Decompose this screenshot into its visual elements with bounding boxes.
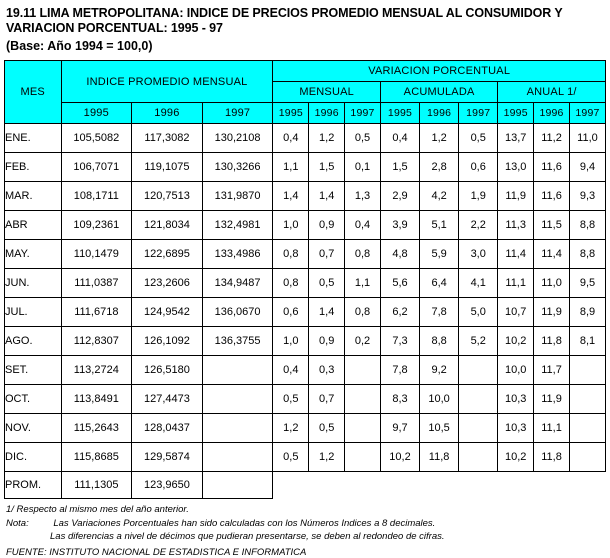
row-label: ENE. — [5, 124, 62, 153]
table-row — [5, 124, 606, 153]
cell-mensual-1997: 0,5 — [345, 124, 381, 153]
header-row-3 — [5, 103, 606, 124]
cell-ipm-1996: 117,3082 — [132, 124, 203, 153]
cell-anual-1996: 11,4 — [534, 240, 570, 269]
cell-anual-1995: 10,2 — [498, 327, 534, 356]
prom-blank-4 — [380, 472, 419, 499]
prom-blank-5 — [420, 472, 459, 499]
cell-acumulada-1996: 5,9 — [420, 240, 459, 269]
cell-ipm-1995: 109,2361 — [61, 211, 132, 240]
cell-anual-1996: 11,1 — [534, 414, 570, 443]
cell-anual-1995: 11,4 — [498, 240, 534, 269]
cell-anual-1995: 13,0 — [498, 153, 534, 182]
cell-acumulada-1997: 5,2 — [459, 327, 498, 356]
cell-mensual-1997: 0,2 — [345, 327, 381, 356]
cell-ipm-1995: 111,0387 — [61, 269, 132, 298]
page-subtitle: (Base: Año 1994 = 100,0) — [6, 39, 153, 53]
cell-mensual-1996: 0,9 — [309, 327, 345, 356]
nota-label: Nota: — [6, 517, 29, 529]
table-row — [5, 153, 606, 182]
cell-mensual-1996: 0,5 — [309, 269, 345, 298]
cell-anual-1995: 11,1 — [498, 269, 534, 298]
cell-acumulada-1995: 8,3 — [380, 385, 419, 414]
cell-anual-1996: 11,9 — [534, 385, 570, 414]
cell-mensual-1997 — [345, 443, 381, 472]
cell-mensual-1995: 1,1 — [273, 153, 309, 182]
cell-ipm-1995: 113,2724 — [61, 356, 132, 385]
cell-ipm-1996: 124,9542 — [132, 298, 203, 327]
header-year-anual-1996: 1996 — [534, 103, 570, 124]
cell-anual-1997: 8,8 — [569, 240, 605, 269]
cell-acumulada-1995: 0,4 — [380, 124, 419, 153]
row-label: SET. — [5, 356, 62, 385]
cell-acumulada-1995: 7,3 — [380, 327, 419, 356]
cell-acumulada-1997: 4,1 — [459, 269, 498, 298]
prom-ipm-1997 — [202, 472, 273, 499]
header-year-ipm-1995: 1995 — [61, 103, 132, 124]
cell-anual-1997: 8,8 — [569, 211, 605, 240]
table-row — [5, 269, 606, 298]
prom-blank-3 — [345, 472, 381, 499]
cell-mensual-1995: 0,5 — [273, 385, 309, 414]
cell-mensual-1995: 0,4 — [273, 356, 309, 385]
row-label: NOV. — [5, 414, 62, 443]
header-year-mensual-1995: 1995 — [273, 103, 309, 124]
cell-anual-1997: 9,5 — [569, 269, 605, 298]
cell-acumulada-1995: 6,2 — [380, 298, 419, 327]
cell-mensual-1996: 1,5 — [309, 153, 345, 182]
cell-acumulada-1996: 1,2 — [420, 124, 459, 153]
cell-ipm-1996: 126,5180 — [132, 356, 203, 385]
cell-ipm-1997: 130,3266 — [202, 153, 273, 182]
cell-acumulada-1997: 2,2 — [459, 211, 498, 240]
cell-ipm-1996: 127,4473 — [132, 385, 203, 414]
cell-ipm-1996: 129,5874 — [132, 443, 203, 472]
cell-ipm-1995: 110,1479 — [61, 240, 132, 269]
cell-ipm-1995: 113,8491 — [61, 385, 132, 414]
cell-mensual-1995: 1,0 — [273, 327, 309, 356]
cell-acumulada-1997 — [459, 356, 498, 385]
cell-acumulada-1997 — [459, 414, 498, 443]
cell-ipm-1997: 130,2108 — [202, 124, 273, 153]
cell-anual-1997 — [569, 385, 605, 414]
prom-blank-1 — [273, 472, 309, 499]
cell-ipm-1996: 122,6895 — [132, 240, 203, 269]
prom-blank-7 — [498, 472, 534, 499]
table-row — [5, 327, 606, 356]
cell-anual-1997: 9,3 — [569, 182, 605, 211]
cell-mensual-1997: 0,1 — [345, 153, 381, 182]
cell-mensual-1995: 1,2 — [273, 414, 309, 443]
cell-mensual-1996: 0,7 — [309, 240, 345, 269]
prom-blank-2 — [309, 472, 345, 499]
cell-ipm-1997: 136,3755 — [202, 327, 273, 356]
cell-acumulada-1996: 6,4 — [420, 269, 459, 298]
cell-ipm-1996: 119,1075 — [132, 153, 203, 182]
table-row — [5, 240, 606, 269]
prom-blank-9 — [569, 472, 605, 499]
cell-ipm-1997 — [202, 385, 273, 414]
cell-ipm-1997: 136,0670 — [202, 298, 273, 327]
cell-acumulada-1996: 2,8 — [420, 153, 459, 182]
cell-anual-1996: 11,5 — [534, 211, 570, 240]
cell-acumulada-1997: 3,0 — [459, 240, 498, 269]
cell-mensual-1997 — [345, 356, 381, 385]
row-label: JUN. — [5, 269, 62, 298]
cell-ipm-1997: 133,4986 — [202, 240, 273, 269]
prom-ipm-1996: 123,9650 — [132, 472, 203, 499]
cell-acumulada-1997: 5,0 — [459, 298, 498, 327]
header-row-1 — [5, 61, 606, 82]
header-year-acumulada-1995: 1995 — [380, 103, 419, 124]
cell-ipm-1996: 126,1092 — [132, 327, 203, 356]
cell-acumulada-1996: 5,1 — [420, 211, 459, 240]
cell-acumulada-1995: 2,9 — [380, 182, 419, 211]
cell-anual-1995: 10,3 — [498, 414, 534, 443]
cell-acumulada-1996: 10,0 — [420, 385, 459, 414]
cell-anual-1996: 11,8 — [534, 327, 570, 356]
header-year-acumulada-1997: 1997 — [459, 103, 498, 124]
table-header — [5, 61, 606, 124]
cell-mensual-1997 — [345, 414, 381, 443]
cell-ipm-1995: 105,5082 — [61, 124, 132, 153]
cell-acumulada-1996: 11,8 — [420, 443, 459, 472]
cell-acumulada-1995: 5,6 — [380, 269, 419, 298]
cell-anual-1997: 9,4 — [569, 153, 605, 182]
cell-anual-1995: 10,0 — [498, 356, 534, 385]
cell-ipm-1995: 115,2643 — [61, 414, 132, 443]
nota-text-2: Las diferencias a nivel de décimos que pudieran presentarse, se deben al redondeo de cifras. — [50, 531, 445, 542]
cell-ipm-1995: 111,6718 — [61, 298, 132, 327]
cell-anual-1995: 11,9 — [498, 182, 534, 211]
header-acumulada: ACUMULADA — [380, 82, 497, 103]
prom-blank-6 — [459, 472, 498, 499]
cell-mensual-1995: 1,0 — [273, 211, 309, 240]
cell-anual-1995: 10,7 — [498, 298, 534, 327]
title-line-2: VARIACION PORCENTUAL: 1995 - 97 — [6, 21, 223, 35]
table-row — [5, 414, 606, 443]
row-label: JUL. — [5, 298, 62, 327]
cell-acumulada-1996: 9,2 — [420, 356, 459, 385]
cell-acumulada-1997 — [459, 443, 498, 472]
cell-anual-1996: 11,6 — [534, 182, 570, 211]
cell-mensual-1996: 1,2 — [309, 124, 345, 153]
cell-acumulada-1995: 4,8 — [380, 240, 419, 269]
cell-mensual-1995: 0,8 — [273, 269, 309, 298]
cell-mensual-1996: 0,5 — [309, 414, 345, 443]
page-title — [6, 6, 606, 36]
prom-ipm-1995: 111,1305 — [61, 472, 132, 499]
cell-anual-1995: 10,2 — [498, 443, 534, 472]
cell-ipm-1997: 134,9487 — [202, 269, 273, 298]
cell-ipm-1997: 131,9870 — [202, 182, 273, 211]
prom-label: PROM. — [5, 472, 62, 499]
source-line: FUENTE: INSTITUTO NACIONAL DE ESTADISTICA E INFORMATICA — [6, 546, 307, 558]
cell-ipm-1995: 115,8685 — [61, 443, 132, 472]
cell-anual-1996: 11,0 — [534, 269, 570, 298]
cell-mensual-1995: 0,8 — [273, 240, 309, 269]
prom-blank-8 — [534, 472, 570, 499]
cell-anual-1997 — [569, 356, 605, 385]
summary-row-promedio — [5, 472, 606, 499]
footnotes — [6, 503, 606, 544]
row-label: ABR — [5, 211, 62, 240]
cell-acumulada-1995: 7,8 — [380, 356, 419, 385]
table-row — [5, 356, 606, 385]
cell-anual-1996: 11,9 — [534, 298, 570, 327]
cell-acumulada-1997: 1,9 — [459, 182, 498, 211]
header-year-ipm-1996: 1996 — [132, 103, 203, 124]
cell-acumulada-1995: 9,7 — [380, 414, 419, 443]
cell-anual-1997: 8,9 — [569, 298, 605, 327]
header-year-mensual-1996: 1996 — [309, 103, 345, 124]
cell-acumulada-1997: 0,5 — [459, 124, 498, 153]
footnote-nota-2 — [6, 530, 606, 544]
cell-mensual-1995: 1,4 — [273, 182, 309, 211]
cell-mensual-1996: 0,3 — [309, 356, 345, 385]
header-indice-promedio-mensual: INDICE PROMEDIO MENSUAL — [61, 61, 273, 103]
cell-anual-1996: 11,8 — [534, 443, 570, 472]
row-label: AGO. — [5, 327, 62, 356]
cell-ipm-1997: 132,4981 — [202, 211, 273, 240]
cell-mensual-1996: 0,7 — [309, 385, 345, 414]
cell-ipm-1996: 123,2606 — [132, 269, 203, 298]
cell-mensual-1996: 1,4 — [309, 298, 345, 327]
table-row — [5, 385, 606, 414]
cell-mensual-1997: 1,3 — [345, 182, 381, 211]
cell-ipm-1996: 128,0437 — [132, 414, 203, 443]
table-row — [5, 298, 606, 327]
cell-mensual-1997: 1,1 — [345, 269, 381, 298]
header-year-anual-1997: 1997 — [569, 103, 605, 124]
cell-ipm-1997 — [202, 356, 273, 385]
cell-ipm-1996: 121,8034 — [132, 211, 203, 240]
cell-acumulada-1997 — [459, 385, 498, 414]
price-index-table — [4, 60, 606, 499]
cell-ipm-1995: 112,8307 — [61, 327, 132, 356]
footnote-1: 1/ Respecto al mismo mes del año anterior. — [6, 504, 189, 515]
cell-anual-1996: 11,7 — [534, 356, 570, 385]
table-row — [5, 182, 606, 211]
cell-anual-1995: 11,3 — [498, 211, 534, 240]
cell-mensual-1995: 0,4 — [273, 124, 309, 153]
cell-anual-1996: 11,2 — [534, 124, 570, 153]
row-label: DIC. — [5, 443, 62, 472]
cell-mensual-1997 — [345, 385, 381, 414]
header-variacion-porcentual: VARIACION PORCENTUAL — [273, 61, 606, 82]
cell-acumulada-1995: 1,5 — [380, 153, 419, 182]
cell-anual-1997: 8,1 — [569, 327, 605, 356]
cell-acumulada-1995: 10,2 — [380, 443, 419, 472]
cell-acumulada-1996: 8,8 — [420, 327, 459, 356]
cell-mensual-1996: 1,2 — [309, 443, 345, 472]
header-mes: MES — [5, 61, 62, 124]
cell-mensual-1995: 0,5 — [273, 443, 309, 472]
header-year-acumulada-1996: 1996 — [420, 103, 459, 124]
cell-ipm-1995: 106,7071 — [61, 153, 132, 182]
cell-ipm-1995: 108,1711 — [61, 182, 132, 211]
cell-anual-1997 — [569, 414, 605, 443]
cell-acumulada-1995: 3,9 — [380, 211, 419, 240]
cell-acumulada-1996: 7,8 — [420, 298, 459, 327]
cell-ipm-1997 — [202, 443, 273, 472]
cell-anual-1997 — [569, 443, 605, 472]
footnote-nota — [6, 517, 606, 531]
cell-anual-1995: 10,3 — [498, 385, 534, 414]
header-year-mensual-1997: 1997 — [345, 103, 381, 124]
cell-acumulada-1996: 4,2 — [420, 182, 459, 211]
table-row — [5, 211, 606, 240]
header-mensual: MENSUAL — [273, 82, 381, 103]
cell-mensual-1997: 0,4 — [345, 211, 381, 240]
row-label: MAY. — [5, 240, 62, 269]
row-label: FEB. — [5, 153, 62, 182]
title-line-1: 19.11 LIMA METROPOLITANA: INDICE DE PRECIOS PROMEDIO MENSUAL AL CONSUMIDOR Y — [6, 6, 563, 20]
cell-mensual-1995: 0,6 — [273, 298, 309, 327]
row-label: OCT. — [5, 385, 62, 414]
row-label: MAR. — [5, 182, 62, 211]
header-year-anual-1995: 1995 — [498, 103, 534, 124]
cell-acumulada-1996: 10,5 — [420, 414, 459, 443]
table-row — [5, 443, 606, 472]
cell-acumulada-1997: 0,6 — [459, 153, 498, 182]
header-anual: ANUAL 1/ — [498, 82, 606, 103]
cell-mensual-1996: 0,9 — [309, 211, 345, 240]
cell-anual-1997: 11,0 — [569, 124, 605, 153]
cell-mensual-1997: 0,8 — [345, 240, 381, 269]
cell-ipm-1996: 120,7513 — [132, 182, 203, 211]
cell-ipm-1997 — [202, 414, 273, 443]
cell-anual-1995: 13,7 — [498, 124, 534, 153]
cell-mensual-1997: 0,8 — [345, 298, 381, 327]
nota-text: Las Variaciones Porcentuales han sido calculadas con los Números Indices a 8 decimales. — [53, 517, 436, 529]
cell-mensual-1996: 1,4 — [309, 182, 345, 211]
table-body — [5, 124, 606, 499]
header-year-ipm-1997: 1997 — [202, 103, 273, 124]
cell-anual-1996: 11,6 — [534, 153, 570, 182]
